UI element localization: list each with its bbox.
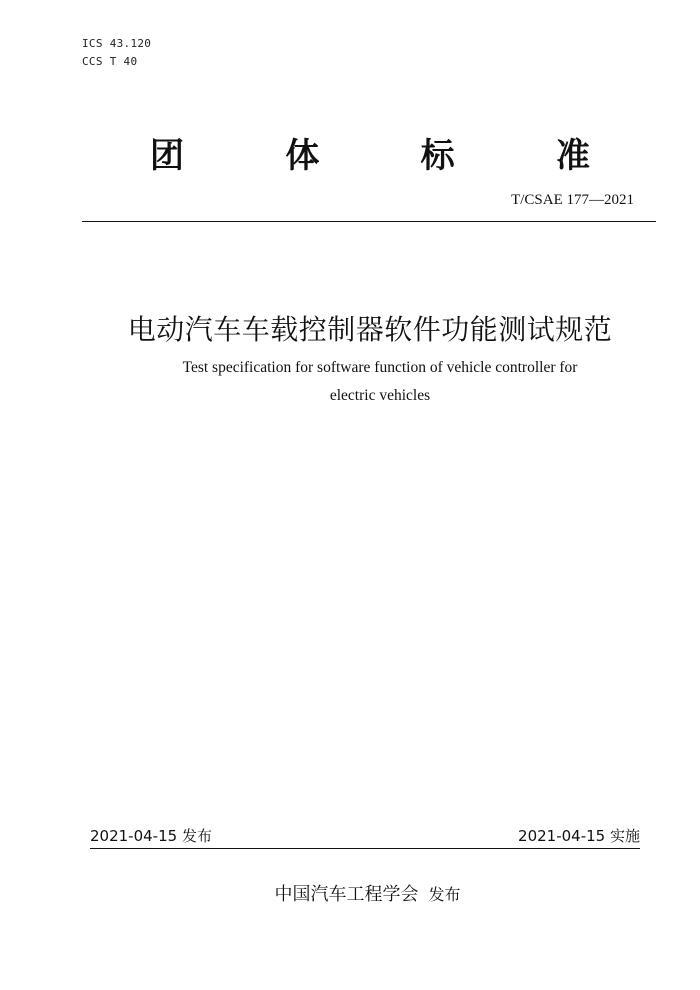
english-title-line: electric vehicles [329, 387, 431, 404]
issue-date: 2021-04-15 发布 [90, 827, 212, 845]
standard-number: T/CSAE 177—2021 [511, 192, 634, 208]
standard-type-char: 体 [285, 136, 320, 176]
english-title-line: Test specification for software function of vehicle controller for [182, 359, 578, 376]
ics-code: ICS 43.120 [82, 37, 152, 50]
publisher-name: 中国汽车工程学会 [274, 884, 419, 905]
document-title-chinese: 电动汽车车载控制器软件功能测试规范 [127, 313, 613, 346]
publisher-line [0, 880, 700, 906]
publisher-suffix: 发布 [428, 885, 461, 904]
standard-type-char: 团 [150, 136, 184, 176]
standard-type-char: 标 [420, 136, 455, 176]
ccs-code: CCS T 40 [82, 55, 138, 68]
top-divider [82, 221, 656, 222]
standard-type-title [150, 128, 590, 177]
implementation-date: 2021-04-15 实施 [518, 827, 640, 845]
document-title-english [110, 354, 650, 410]
bottom-divider [90, 848, 640, 849]
standard-type-char: 准 [555, 136, 590, 176]
